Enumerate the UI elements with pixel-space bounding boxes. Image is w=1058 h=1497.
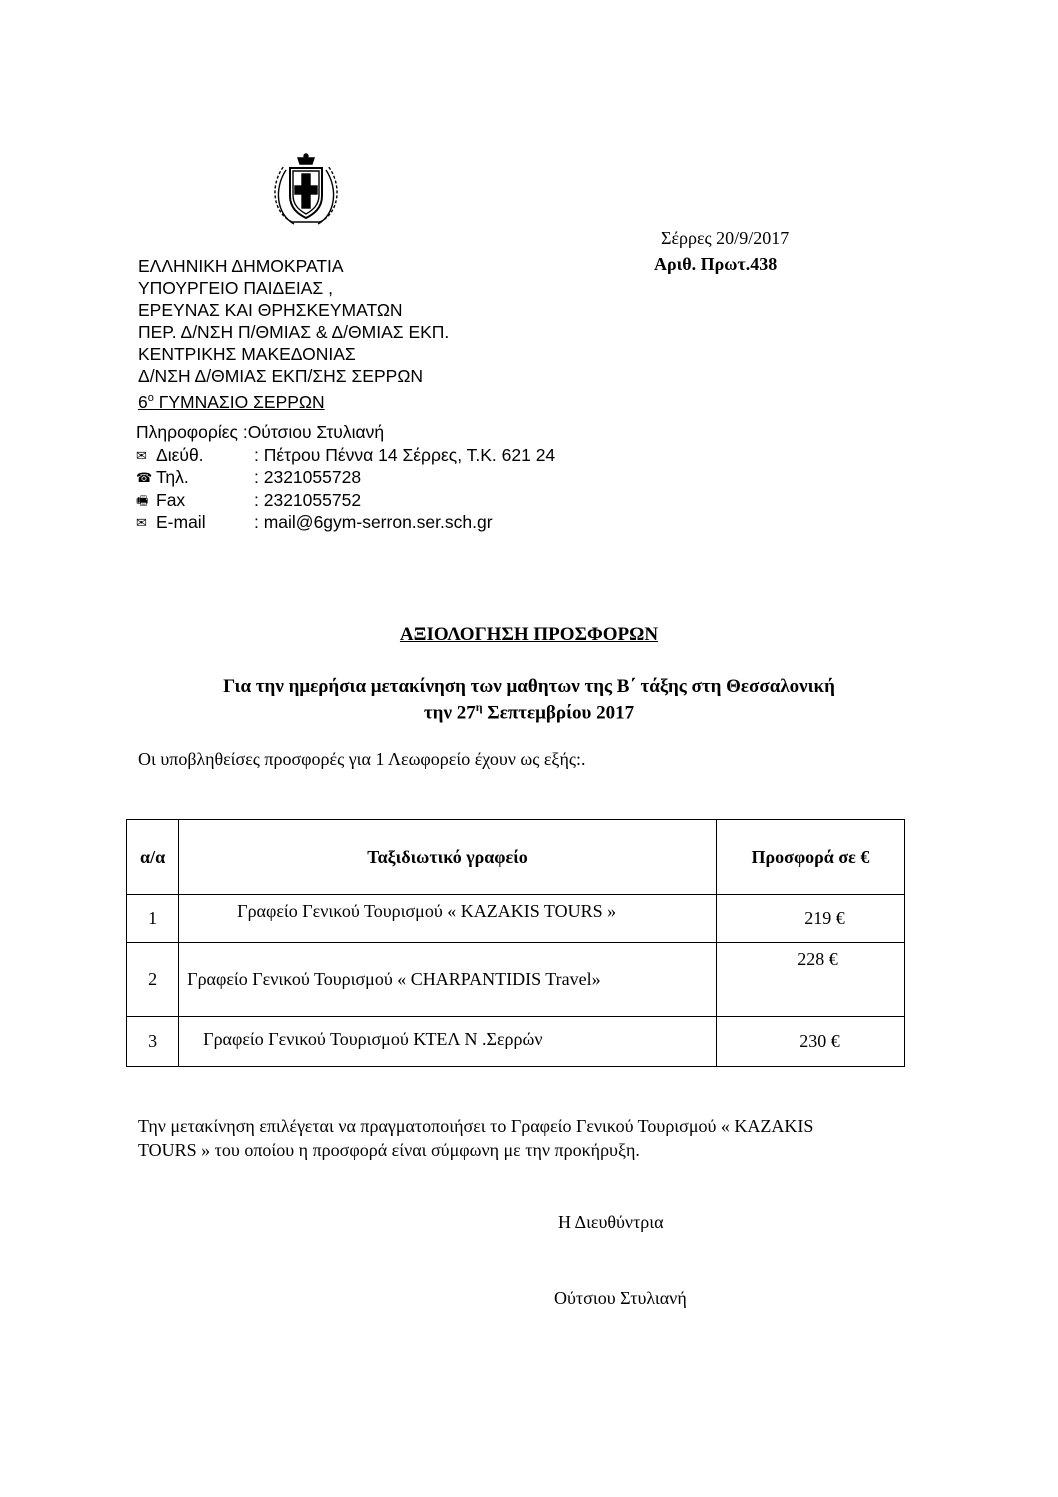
address-value: : Πέτρου Πέννα 14 Σέρρες, Τ.Κ. 621 24: [254, 445, 556, 465]
signature-title: Η Διευθύντρια: [558, 1212, 664, 1232]
signature-name: Ούτσιου Στυλιανή: [554, 1288, 687, 1308]
table-row: [127, 943, 905, 1017]
row-number: 1: [127, 895, 179, 943]
place-date: Σέρρες 20/9/2017: [661, 228, 790, 248]
row-offer: 228 €: [716, 943, 904, 1017]
fax-row: [136, 489, 361, 511]
document-subtitle: Για την ημερήσια μετακίνηση των μαθητων της Β΄ τάξης στη Θεσσαλονική: [223, 676, 835, 697]
document-title: ΑΞΙΟΛΟΓΗΣΗ ΠΡΟΣΦΟΡΩΝ: [399, 624, 659, 645]
phone-row: [136, 466, 361, 488]
decision-text-line2: TOURS » του οποίου η προσφορά είναι σύμφωνη με την προκήρυξη.: [138, 1140, 640, 1160]
table-header-row: [127, 820, 905, 895]
row-number: 3: [127, 1017, 179, 1067]
header-line: ΕΛΛΗΝΙΚΗ ΔΗΜΟΚΡΑΤΙΑ: [138, 256, 344, 276]
header-line: ΚΕΝΤΡΙΚΗΣ ΜΑΚΕΔΟΝΙΑΣ: [138, 344, 356, 364]
email-value: : mail@6gym-serron.ser.sch.gr: [254, 512, 493, 532]
header-number: α/α: [127, 820, 179, 895]
row-number: 2: [127, 943, 179, 1017]
offers-table: [126, 819, 905, 1067]
email-row: [136, 511, 493, 533]
phone-value: : 2321055728: [254, 467, 362, 487]
greek-coat-of-arms-emblem: [262, 150, 350, 230]
decision-text-line1: Την μετακίνηση επιλέγεται να πραγματοποιήσει το Γραφείο Γενικού Τουρισμού « KAZAKIS: [138, 1116, 814, 1136]
contact-person: Πληροφορίες :Ούτσιου Στυλιανή: [136, 422, 385, 442]
phone-label: Τηλ.: [156, 467, 189, 487]
mailbox-icon: ✉: [136, 448, 147, 463]
row-offer: 230 €: [716, 1017, 904, 1067]
intro-text: Οι υποβληθείσες προσφορές για 1 Λεωφορείο έχουν ως εξής:.: [138, 749, 586, 769]
row-agency: Γραφείο Γενικού Τουρισμού « KAZAKIS TOURS »: [179, 895, 717, 943]
document-subtitle-date: την $27^\eta$ Σεπτεμβρίου 2017: [423, 700, 635, 724]
table-row: [127, 895, 905, 943]
table-row: [127, 1017, 905, 1067]
header-offer: Προσφορά σε €: [716, 820, 904, 895]
fax-label: Fax: [156, 490, 186, 510]
school-name: $6^o$ ΓΥΜΝΑΣΙΟ ΣΕΡΡΩΝ: [138, 391, 325, 412]
header-line: ΥΠΟΥΡΓΕΙΟ ΠΑΙΔΕΙΑΣ ,: [138, 278, 333, 298]
header-agency: Ταξιδιωτικό γραφείο: [179, 820, 717, 895]
header-line: Δ/ΝΣΗ Δ/ΘΜΙΑΣ ΕΚΠ/ΣΗΣ ΣΕΡΡΩΝ: [138, 366, 424, 386]
header-line: ΠΕΡ. Δ/ΝΣΗ Π/ΘΜΙΑΣ & Δ/ΘΜΙΑΣ ΕΚΠ.: [138, 322, 450, 342]
address-row: [136, 444, 555, 466]
fax-icon: 🖷: [136, 493, 149, 508]
row-agency: Γραφείο Γενικού Τουρισμού « CHARPANTIDIS Travel»: [179, 943, 717, 1017]
phone-icon: ☎: [136, 470, 153, 485]
row-agency: Γραφείο Γενικού Τουρισμού ΚΤΕΛ Ν .Σερρών: [179, 1017, 717, 1067]
address-label: Διεύθ.: [156, 445, 204, 465]
fax-value: : 2321055752: [254, 490, 362, 510]
protocol-number: Αριθ. Πρωτ.438: [654, 254, 778, 274]
email-icon: ✉: [136, 515, 147, 530]
header-line: ΕΡΕΥΝΑΣ ΚΑΙ ΘΡΗΣΚΕΥΜΑΤΩΝ: [138, 300, 403, 320]
row-offer: 219 €: [716, 895, 904, 943]
email-label: E-mail: [156, 512, 206, 532]
